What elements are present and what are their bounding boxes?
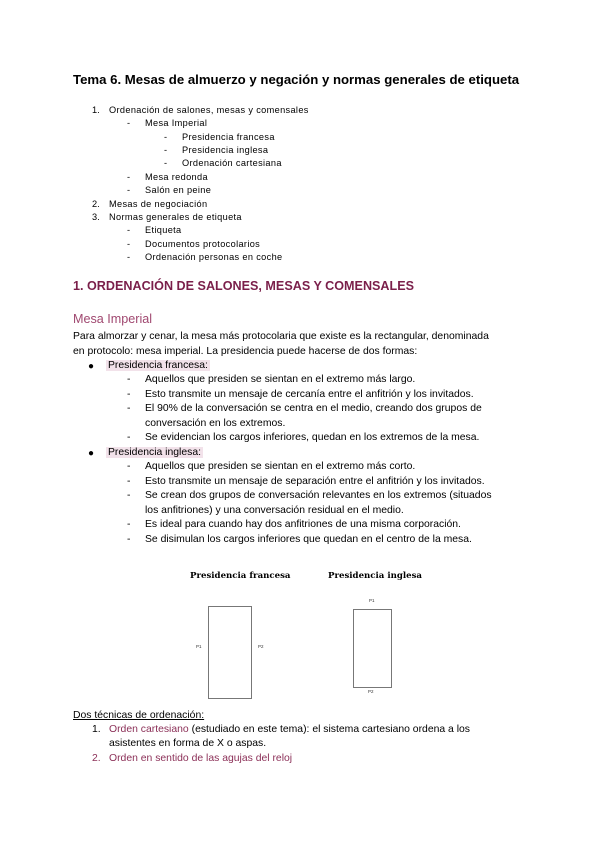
intro-line: Para almorzar y cenar, la mesa más protocolaria que existe es la rectangular, denominada [73, 331, 489, 342]
inglesa-point: Se crean dos grupos de conversación relevantes en los extremos (situados [145, 490, 492, 501]
toc-number: 3. [92, 212, 100, 222]
seat-label: P1 [196, 644, 202, 649]
diagram-title-inglesa: Presidencia inglesa [328, 571, 423, 581]
toc-dash: - [127, 252, 131, 262]
toc-item: Ordenación personas en coche [145, 252, 283, 262]
technique-desc-line2: asistentes en forma de X o aspas. [109, 738, 267, 749]
toc-item: Mesa Imperial [145, 118, 208, 128]
dash-icon: - [127, 389, 131, 400]
dash-icon: - [127, 461, 131, 472]
dash-icon: - [127, 490, 131, 501]
seat-label: P2 [368, 689, 374, 694]
section-heading: 1. ORDENACIÓN DE SALONES, MESAS Y COMENSALES [73, 279, 415, 293]
seat-label: P1 [369, 598, 375, 603]
list-number: 2. [92, 753, 101, 764]
toc-item: Mesas de negociación [109, 199, 208, 209]
dash-icon: - [127, 403, 131, 414]
bullet-icon: ● [88, 448, 95, 459]
inglesa-point: Aquellos que presiden se sientan en el extremo más corto. [145, 461, 416, 472]
toc-item: Ordenación cartesiana [182, 158, 282, 168]
francesa-point: conversación en los extremos. [145, 418, 286, 429]
dash-icon: - [127, 432, 131, 443]
dash-icon: - [127, 519, 131, 530]
dash-icon: - [127, 476, 131, 487]
toc-item: Normas generales de etiqueta [109, 212, 242, 222]
francesa-point: Esto transmite un mensaje de cercanía entre el anfitrión y los invitados. [145, 389, 474, 400]
inglesa-point: Es ideal para cuando hay dos anfitriones de una misma corporación. [145, 519, 461, 530]
table-rect-francesa [208, 606, 252, 699]
list-number: 1. [92, 724, 101, 735]
toc-dash: - [127, 185, 131, 195]
seat-label: P2 [258, 644, 264, 649]
techniques-heading: Dos técnicas de ordenación: [73, 710, 205, 721]
inglesa-point: Esto transmite un mensaje de separación entre el anfitrión y los invitados. [145, 476, 485, 487]
dash-icon: - [127, 534, 131, 545]
technique-item [109, 724, 470, 735]
document-title: Tema 6. Mesas de almuerzo y negación y normas generales de etiqueta [73, 72, 520, 87]
francesa-label: Presidencia francesa: [108, 360, 208, 371]
bullet-icon: ● [88, 361, 95, 372]
toc-item: Etiqueta [145, 225, 182, 235]
dash-icon: - [127, 374, 131, 385]
toc-item: Mesa redonda [145, 172, 208, 182]
toc-item: Presidencia inglesa [182, 145, 269, 155]
diagram-title-francesa: Presidencia francesa [190, 571, 291, 581]
toc-dash: - [127, 172, 131, 182]
toc-dash: - [164, 145, 168, 155]
technique-desc: (estudiado en este tema): el sistema cartesiano ordena a los [188, 724, 470, 735]
inglesa-label: Presidencia inglesa: [108, 447, 201, 458]
section-subheading: Mesa Imperial [73, 312, 153, 326]
inglesa-point: Se disimulan los cargos inferiores que quedan en el centro de la mesa. [145, 534, 472, 545]
toc-item: Documentos protocolarios [145, 239, 261, 249]
table-diagram-figure [170, 567, 440, 707]
toc-dash: - [164, 132, 168, 142]
toc-dash: - [164, 158, 168, 168]
toc-item: Salón en peine [145, 185, 212, 195]
table-rect-inglesa [353, 609, 392, 688]
inglesa-point: los anfitriones) y una conversación residual en el medio. [145, 505, 404, 516]
francesa-point: El 90% de la conversación se centra en el medio, creando dos grupos de [145, 403, 482, 414]
toc-dash: - [127, 225, 131, 235]
technique-name: Orden en sentido de las agujas del reloj [109, 753, 293, 764]
toc-item: Presidencia francesa [182, 132, 275, 142]
toc-dash: - [127, 239, 131, 249]
toc-item: Ordenación de salones, mesas y comensales [109, 105, 309, 115]
toc-dash: - [127, 118, 131, 128]
toc-number: 1. [92, 105, 100, 115]
francesa-point: Se evidencian los cargos inferiores, quedan en los extremos de la mesa. [145, 432, 480, 443]
francesa-point: Aquellos que presiden se sientan en el extremo más largo. [145, 374, 416, 385]
toc-number: 2. [92, 199, 100, 209]
intro-line: en protocolo: mesa imperial. La presidencia puede hacerse de dos formas: [73, 346, 418, 357]
technique-name: Orden cartesiano [109, 724, 189, 735]
